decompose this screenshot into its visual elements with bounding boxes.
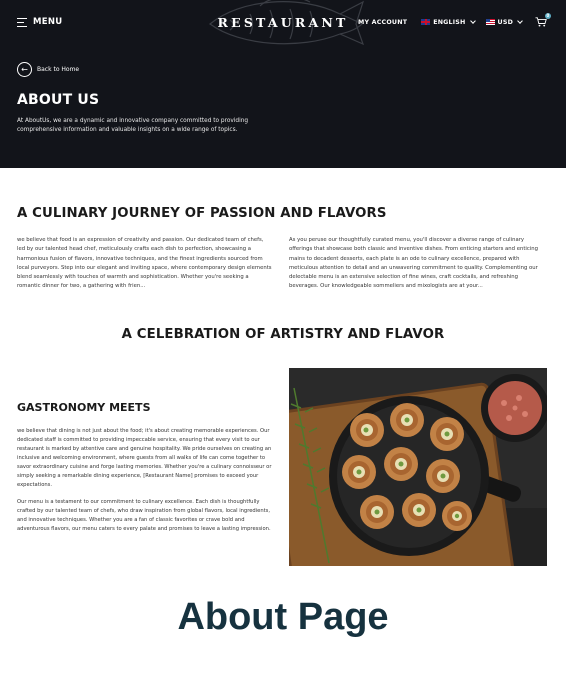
chevron-down-icon xyxy=(517,18,523,24)
journey-text-right: As you peruse our thoughtfully curated menu, you'll discover a diverse range of culinary offerings that showcase both classic and inventive dishes. From enticing starters and enticing mains to decadent desserts, each plate is an ode to culinary excellence, prepared with meticulous attention to detail and an unwavering commitment to quality. Complementing our delectable menu is an extensive selection of fine wines, craft cocktails, and refreshing beverages. Our knowledgeable sommeliers and mixologists are at your... xyxy=(289,237,538,290)
hero-description: At AboutUs, we are a dynamic and innovative company committed to providing comprehensive information and valuable insights on a wide range of topics. xyxy=(17,118,249,133)
arrow-left-icon: ← xyxy=(17,62,32,77)
language-label: ENGLISH xyxy=(433,18,466,26)
my-account-link[interactable] xyxy=(358,19,407,26)
chevron-down-icon xyxy=(470,18,476,24)
brand-logo-text[interactable]: RESTAURANT xyxy=(217,15,349,30)
cart-button[interactable] xyxy=(535,13,550,27)
gastronomy-paragraph-2: Our menu is a testament to our commitment to culinary excellence. Each dish is thoughtfully crafted by our talented team of chefs, who draw inspiration from global flavors, local ingredients, and innovative techniques. Whether you are a fan of classic favorites or crave bold and adventurous flavors, our menu caters to every palate and promises to leave a lasting impression. xyxy=(17,499,271,532)
currency-selector[interactable] xyxy=(486,19,522,26)
cart-icon xyxy=(535,17,547,27)
celebration-heading: A CELEBRATION OF ARTISTRY AND FLAVOR xyxy=(121,327,445,342)
gastronomy-paragraph-1: we believe that dining is not just about the food; it's about creating memorable experiences. Our dedicated staff is committed to providing impeccable service, ensuring that every visit to our restaurant is marked by attentive care and genuine hospitality. We pride ourselves on creating an inclusive and welcoming environment, where guests from all walks of life can come together to savor extraordinary cuisine and forge lasting memories. Whether you're a culinary connoisseur or simply seeking a remarkable dining experience, [Restaurant Name] promises to exceed your expectations. xyxy=(17,428,272,488)
gastronomy-heading: GASTRONOMY MEETS xyxy=(17,401,151,414)
page-title: ABOUT US xyxy=(17,92,100,108)
hero-section xyxy=(0,0,566,168)
page-caption: About Page xyxy=(177,596,389,638)
uk-flag-icon xyxy=(421,19,430,25)
menu-label: MENU xyxy=(33,17,63,27)
us-flag-icon xyxy=(486,19,495,25)
journey-heading: A CULINARY JOURNEY OF PASSION AND FLAVORS xyxy=(17,206,387,221)
journey-text-left: we believe that food is an expression of creativity and passion. Our dedicated team of chefs, led by our talented head chef, meticulously crafts each dish to perfection, showcasing a harmonious fusion of flavors, innovative techniques, and the finest ingredients sourced from local purveyors. Step into our elegant and inviting space, where contemporary design elements blend seamlessly with touches of warmth and sophistication. Whether you're seeking a romantic dinner for two, a gathering with frien... xyxy=(17,237,272,290)
back-to-home-link[interactable] xyxy=(17,62,79,77)
header-actions xyxy=(358,13,550,27)
cart-count-badge: 0 xyxy=(546,13,550,18)
language-selector[interactable] xyxy=(421,19,474,26)
currency-label: USD xyxy=(497,18,513,26)
escargot-dish-image xyxy=(289,368,547,566)
my-account-label: MY ACCOUNT xyxy=(358,18,408,26)
back-to-home-label: Back to Home xyxy=(37,66,80,73)
